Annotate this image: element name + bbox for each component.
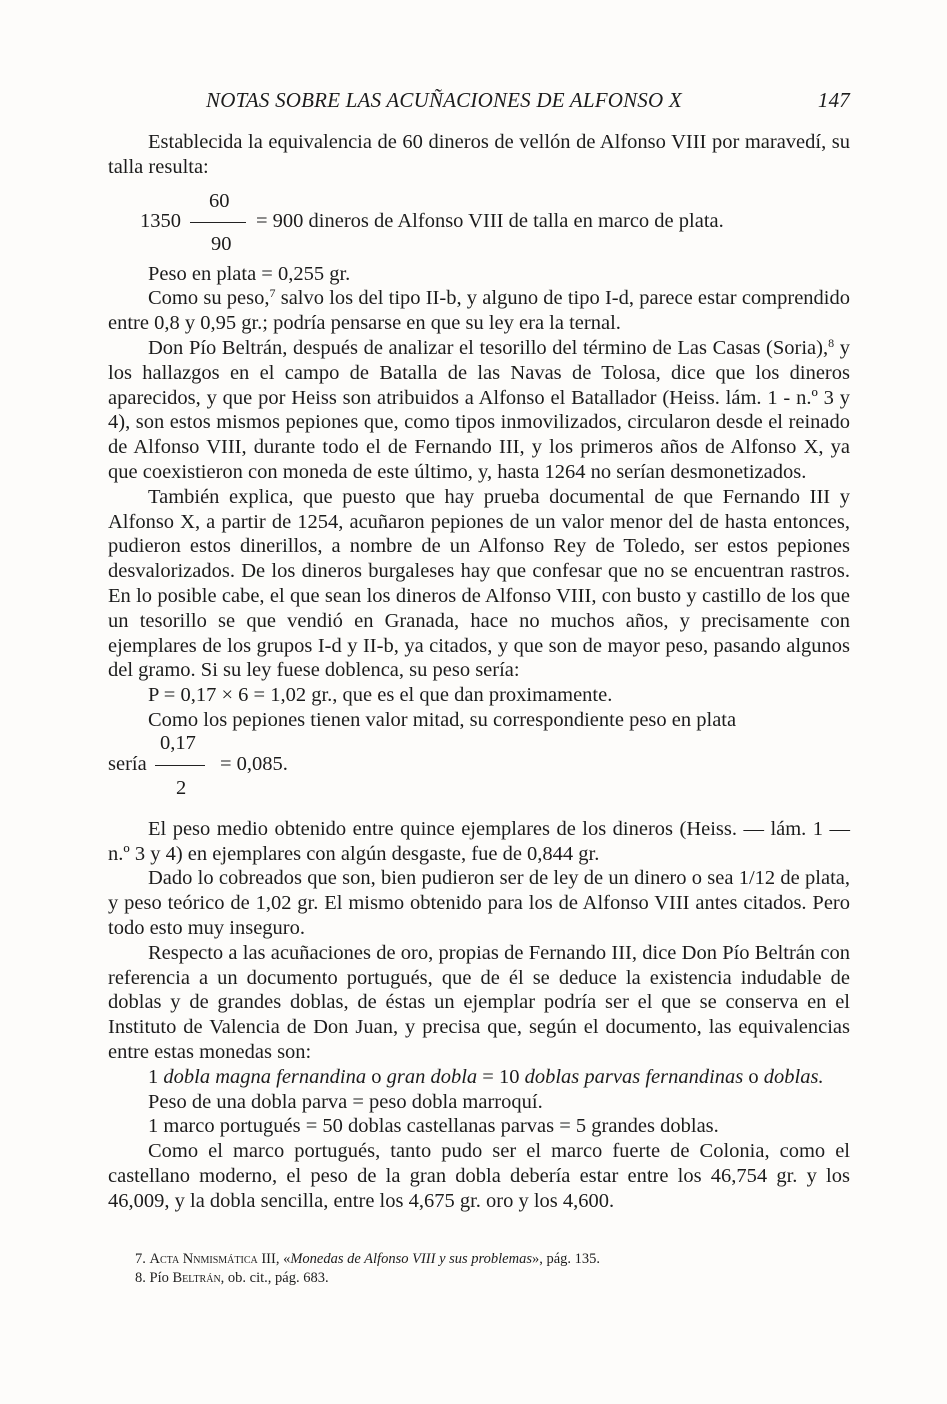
paragraph: Como los pepiones tienen valor mitad, su correspondiente peso en plata (148, 708, 737, 731)
equation-prefix: 1350 (140, 209, 181, 232)
footnote-text: Pío (149, 1270, 173, 1286)
running-title: NOTAS SOBRE LAS ACUÑACIONES DE ALFONSO X (206, 88, 682, 112)
paragraph-text: o (366, 1065, 387, 1088)
footnote-text: III, « (257, 1251, 291, 1267)
paragraph: También explica, que puesto que hay prueba documental de que Fernando III y Alfonso X, a partir de 1254, acuñaron pepiones de un valor menor del de hasta entonces, pudieron estos dinerillos, a nombre de un Alfonso Rey de Toledo, ser estos pepiones desvalorizados. De los dineros burgaleses hay que confesar que no se encuentran rastros. En lo posible cabe, el que sean los dineros de Alfonso VIII, con busto y castillo de los que un tesorillo se que vendió en Granada, hace no muchos años, y precisamente con ejemplares de los grupos I-d y II-b, ya citados, y que son de mayor peso, pasando algunos del gramo. Si su ley fuese doblenca, su peso sería: (108, 485, 850, 682)
paragraph-text: Como su peso, (148, 287, 270, 310)
footnote-text: Acta Nnmismática (149, 1251, 258, 1267)
paragraph-text: o (743, 1065, 764, 1088)
paragraph (108, 286, 850, 336)
paragraph-text: 1 (148, 1065, 164, 1088)
footnote-title: Monedas de Alfonso VIII y sus problemas (290, 1251, 532, 1267)
paragraph-text: = 10 (477, 1065, 525, 1088)
fraction-equation (108, 733, 850, 811)
italic-term: dobla magna fernandina (163, 1065, 367, 1088)
paragraph-text: y los hallazgos en el campo de Batalla de las Navas de Tolosa, dice que los dineros aparecidos, y que por Heiss son atribuidos a Alfonso el Batallador (Heiss. lám. 1 - n.º 3 y 4), son estos mismos pepiones que, como tipos inmovilizados, circularon desde el reinado de Alfonso VIII, durante todo el de Fernando III, y los primeros años de Alfonso X, ya que coexistieron con moneda de este último, y, hasta 1264 no serían desmonetizados. (108, 336, 851, 483)
equation-result: = 0,085. (220, 752, 288, 775)
paragraph: Establecida la equivalencia de 60 dineros de vellón de Alfonso VIII por maravedí, su talla resulta: (108, 131, 850, 178)
footnote-number: 7. (135, 1251, 146, 1267)
page-number: 147 (817, 88, 850, 112)
italic-term: doblas. (763, 1065, 824, 1088)
fraction-numerator: 60 (209, 189, 230, 212)
paragraph: Peso en plata = 0,255 gr. (148, 262, 351, 285)
footnote-number: 8. (135, 1270, 146, 1286)
fraction-bar (155, 765, 205, 766)
fraction-denominator: 2 (176, 776, 187, 799)
footnote-text: », pág. 135. (531, 1251, 601, 1267)
fraction-denominator: 90 (211, 232, 232, 255)
paragraph: El peso medio obtenido entre quince ejemplares de los dineros (Heiss. — lám. 1 — n.º 3 y 4) en ejemplares con algún desgaste, fue de 0,844 gr. (108, 817, 850, 865)
paragraph: Respecto a las acuñaciones de oro, propias de Fernando III, dice Don Pío Beltrán con referencia a un documento portugués, que de él se deduce la existencia indudable de doblas y de grandes doblas, de éstas un ejemplar podría ser el que se conserva en el Instituto de Valencia de Don Juan, y precisa que, según el documento, las equivalencias entre estas monedas son: (108, 941, 850, 1063)
paragraph-text: Don Pío Beltrán, después de analizar el tesorillo del término de Las Casas (Soria), (148, 336, 829, 359)
paragraph: 1 marco portugués = 50 doblas castellanas parvas = 5 grandes doblas. (148, 1115, 719, 1138)
footnote-text: , ob. cit., pág. 683. (220, 1270, 329, 1286)
equation-line: P = 0,17 × 6 = 1,02 gr., que es el que dan proximamente. (148, 684, 613, 707)
fraction-numerator: 0,17 (160, 731, 196, 754)
body-text (108, 130, 850, 1213)
equation-result: = 900 dineros de Alfonso VIII de talla en marco de plata. (256, 209, 724, 232)
paragraph: Como el marco portugués, tanto pudo ser el marco fuerte de Colonia, como el castellano moderno, el peso de la gran dobla debería estar entre los 46,754 gr. y los 46,009, y la dobla sencilla, entre los 4,675 gr. oro y los 4,600. (108, 1140, 850, 1212)
fraction-equation (108, 180, 850, 260)
paragraph (108, 336, 850, 485)
footnote-ref: 8 (828, 335, 835, 350)
paragraph: Peso de una dobla parva = peso dobla marroquí. (148, 1090, 543, 1113)
paragraph: Dado lo cobreados que son, bien pudieron ser de ley de un dinero o sea 1/12 de plata, y peso teórico de 1,02 gr. El mismo obtenido para los de Alfonso VIII antes citados. Pero todo esto muy inseguro. (108, 867, 850, 939)
paragraph (108, 1065, 850, 1090)
italic-term: doblas parvas fernandinas (524, 1065, 744, 1088)
footnote-ref: 7 (269, 286, 276, 301)
paragraph-text: salvo los del tipo II-b, y alguno de tipo I-d, parece estar comprendido entre 0,8 y 0,95 gr.; podría pensarse en que su ley era la ternal. (108, 287, 850, 335)
footnote (135, 1250, 850, 1269)
footnote-author: Beltrán (172, 1270, 221, 1286)
footnotes (135, 1250, 850, 1288)
fraction-bar (190, 222, 246, 223)
running-header (108, 88, 850, 118)
italic-term: gran dobla (386, 1065, 478, 1088)
equation-prefix: sería (108, 752, 147, 775)
footnote (135, 1269, 850, 1288)
